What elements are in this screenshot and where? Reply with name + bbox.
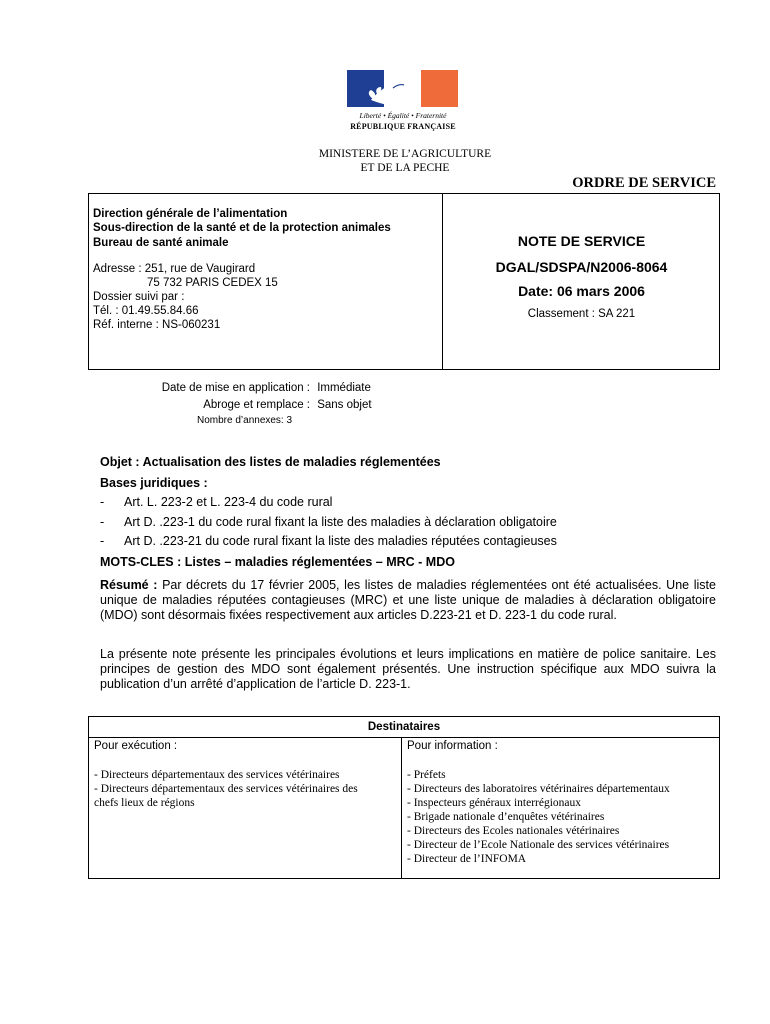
abroge-value: Sans objet [317,399,372,411]
telephone: Tél. : 01.49.55.84.66 [93,305,199,317]
dossier-suivi: Dossier suivi par : [93,291,185,303]
bullet-mark: - [100,534,105,548]
republique-francaise-logo [347,70,459,134]
header-divider [442,194,443,369]
marianne-flag-icon [347,70,459,110]
list-item: - Directeurs des Ecoles nationales vétérinaires [407,825,620,837]
base-juridique-item: Art D. .223-1 du code rural fixant la liste des maladies à déclaration obligatoire [124,515,557,529]
address-line: Adresse : 251, rue de Vaugirard [93,263,256,275]
list-item: - Préfets [407,769,446,781]
list-item: - Brigade nationale d’enquêtes vétérinaires [407,811,605,823]
table-header-divider [89,737,719,738]
list-item: - Directeurs des laboratoires vétérinaires départementaux [407,783,670,795]
execution-list [94,768,396,810]
bureau-line: Bureau de santé animale [93,237,229,249]
base-juridique-item: Art D. .223-21 du code rural fixant la liste des maladies réputées contagieuses [124,534,557,548]
list-item: - Directeur de l’Ecole Nationale des services vétérinaires [407,839,670,851]
flag-red-band [421,70,458,107]
resume-label: Résumé : [100,578,158,592]
ordre-de-service-label: ORDRE DE SERVICE [572,175,716,191]
list-item: chefs lieux de régions [94,797,195,809]
direction-line: Direction générale de l’alimentation [93,208,288,220]
ministry-line-2: ET DE LA PECHE [360,162,450,174]
list-item: - Inspecteurs généraux interrégionaux [407,797,582,809]
address-city: 75 732 PARIS CEDEX 15 [147,277,278,289]
bullet-mark: - [100,495,105,509]
pour-information-label: Pour information : [407,740,498,752]
bullet-mark: - [100,515,105,529]
presentation-paragraph: La présente note présente les principales évolutions et leurs implications en matière de police sanitaire. Les principes de gestion des MDO sont également présentés. Une instruction spécifique aux MDO suivra la publication d’un arrêté d’application de l’article D. 223-1. [100,647,716,691]
objet-line: Objet : Actualisation des listes de maladies réglementées [100,455,441,469]
sous-direction-line: Sous-direction de la santé et de la protection animales [93,222,391,234]
resume-text: Par décrets du 17 février 2005, les listes de maladies réglementées ont été actualisées. Une liste unique de maladies réputées contagieuses (MRC) et une liste unique de maladies à déclaration obligatoire (MDO) sont désormais fixées respectivement aux articles D.223-21 et D. 223-1 du code rural. [100,578,716,622]
resume-paragraph [100,578,716,623]
annexes-count: Nombre d’annexes: 3 [197,415,293,426]
destinataires-title: Destinataires [367,721,441,733]
base-juridique-item: Art. L. 223-2 et L. 223-4 du code rural [124,495,333,509]
reference-interne: Réf. interne : NS-060231 [93,319,221,331]
bases-juridiques-title: Bases juridiques : [100,476,208,490]
application-dates [100,380,500,414]
note-date: Date: 06 mars 2006 [518,283,645,299]
list-item: - Directeurs départementaux des services vétérinaires des [94,783,358,795]
mise-value: Immédiate [317,382,371,394]
list-item: - Directeurs départementaux des services vétérinaires [94,769,340,781]
mots-cles: MOTS-CLES : Listes – maladies réglementées – MRC - MDO [100,555,455,569]
logo-republique: RÉPUBLIQUE FRANÇAISE [350,122,456,131]
logo-motto: Liberté • Égalité • Fraternité [359,111,447,120]
note-title: NOTE DE SERVICE [517,233,646,249]
ministry-line-1: MINISTERE DE L’AGRICULTURE [318,148,492,160]
mise-label: Date de mise en application : [161,382,310,394]
abroge-label: Abroge et remplace : [203,399,310,411]
destinataires-table [88,716,720,879]
table-column-divider [401,737,402,878]
list-item: - Directeur de l’INFOMA [407,853,527,865]
classement: Classement : SA 221 [527,308,636,320]
note-reference: DGAL/SDSPA/N2006-8064 [495,259,668,275]
note-header-box [88,193,720,370]
information-list [407,768,717,866]
pour-execution-label: Pour exécution : [94,740,178,752]
